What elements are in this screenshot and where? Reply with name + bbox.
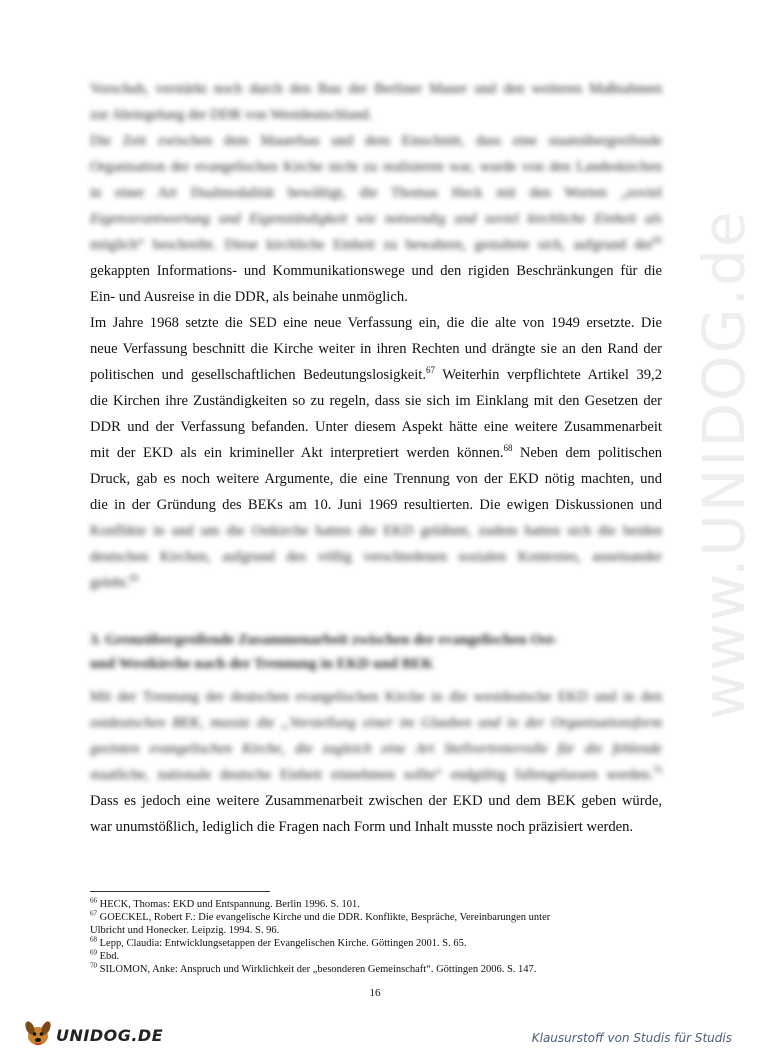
text-line: möglich“ beschreibt. Diese kirchliche Einheit zu bewahren, gestaltete sich, aufgrund der$^{66}$ <box>90 235 662 253</box>
text-line: Mit der Trennung der deutschen evangelischen Kirche in die westdeutsche EKD und in den <box>90 689 662 705</box>
text-line: Eigenverantwortung und Eigenständigkeit wie notwendig und soviel kirchliche Einheit als <box>90 211 662 227</box>
text-line: Im Jahre 1968 setzte die SED eine neue Verfassung ein, die die alte von 1949 ersetzte. Die <box>90 315 662 331</box>
section-heading <box>90 628 662 676</box>
footnotes <box>90 898 670 976</box>
text-line: die in der Gründung des BEKs am 10. Juni 1969 resultierten. Die ewigen Diskussionen und <box>90 497 662 513</box>
paragraph-2 <box>90 128 662 310</box>
paragraph-3 <box>90 310 662 596</box>
text-line: staatliche, nationale deutsche Einheit einnehmen sollte“ endgültig fallengelassen werden.$^{70}$ <box>90 765 662 783</box>
footnote: $^{66}$ HECK, Thomas: EKD und Entspannung. Berlin 1996. S. 101. <box>90 896 360 910</box>
text-line: Die Zeit zwischen dem Mauerbau und dem Einschnitt, dass eine staatsübergreifende <box>90 133 662 149</box>
dog-icon <box>22 1018 54 1048</box>
footnote-divider <box>90 891 270 892</box>
text-line: war unumstößlich, lediglich die Fragen nach Form und Inhalt musste noch präzisiert werden. <box>90 819 634 835</box>
footnote: $^{68}$ Lepp, Claudia: Entwicklungsetappen der Evangelischen Kirche. Göttingen 2001. S. 65. <box>90 935 467 949</box>
logo-text: UNIDOG.DE <box>56 1026 164 1045</box>
text-line: gekappten Informations- und Kommunikationswege und den rigiden Beschränkungen für die <box>90 263 662 279</box>
text-line: Druck, gab es noch weitere Argumente, die eine Trennung von der EKD nötig machten, und <box>90 471 662 487</box>
paragraph-4 <box>90 684 662 840</box>
footnote-ref: 69 <box>129 573 139 584</box>
footnote-ref: 66 <box>653 235 662 246</box>
text-line: geeinten evangelischen Kirche, die zugleich eine Art Stellvertreterrolle für die fehlende <box>90 741 662 757</box>
footnote: $^{69}$ Ebd. <box>90 948 120 962</box>
text-line: politischen und gesellschaftlichen Bedeutungslosigkeit.$^{67}$ Weiterhin verpflichtete Artikel 39,2 <box>90 365 662 383</box>
text-line: ostdeutschen BEK, musste die „Vorstellung einer im Glauben und in der Organisationsform <box>90 715 662 731</box>
text-line: Vorschub, verstärkt noch durch den Bau der Berliner Mauer und den weiteren Maßnahmen <box>90 81 662 97</box>
footnote: $^{67}$ GOECKEL, Robert F.: Die evangelische Kirche und die DDR. Konflikte, Bespräche, Vereinbarungen unter <box>90 909 551 923</box>
heading-line: 3. Grenzübergreifende Zusammenarbeit zwischen der evangelischen Ost- <box>90 632 558 648</box>
text-line: Ein- und Ausreise in die DDR, als beinahe unmöglich. <box>90 289 408 305</box>
text-line: neue Verfassung beschnitt die Kirche weiter in ihren Rechten und drängte sie an den Rand der <box>90 341 662 357</box>
text-line: mit der EKD als ein krimineller Akt interpretiert werden können.$^{68}$ Neben dem politischen <box>90 443 663 461</box>
text-line: Konflikte in und um die Ostkirche hatten die EKD gelähmt, zudem hatten sich die beiden <box>90 523 662 539</box>
text-line: in einer Art Dualmodalität bewältigt, die Thomas Heck mit den Worten „soviel <box>90 185 662 201</box>
tagline: Klausurstoff von Studis für Studis <box>531 1031 732 1045</box>
watermark: www.UNIDOG.de <box>690 209 758 720</box>
text-line: Dass es jedoch eine weitere Zusammenarbeit zwischen der EKD und dem BEK geben würde, <box>90 793 662 809</box>
text-line: gelebt.$^{69}$ <box>90 573 139 591</box>
paragraph-1 <box>90 76 662 128</box>
unidog-logo[interactable] <box>20 1014 170 1050</box>
text-line: die Kirchen ihre Zuständigkeiten so zu regeln, dass sie sich im Einklang mit den Gesetzen der <box>90 393 662 409</box>
text-line: deutschen Kirchen, aufgrund des völlig verschiedenen sozialen Kontextes, auseinander <box>90 549 662 565</box>
page-number: 16 <box>369 987 381 999</box>
footnote-ref: 70 <box>653 765 662 776</box>
footnote: $^{70}$ SILOMON, Anke: Anspruch und Wirklichkeit der „besonderen Gemeinschaft“. Göttingen 2006. S. 147. <box>90 961 537 975</box>
text-line: Organisation der evangelischen Kirche nicht zu realisieren war, wurde von den Landeskirchen <box>90 159 662 175</box>
footnote-ref: 67 <box>426 365 435 376</box>
text-line: zur Abriegelung der DDR von Westdeutschland. <box>90 107 373 123</box>
footnote: Ulbricht und Honecker. Leipzig. 1994. S. 96. <box>90 925 280 936</box>
text-line: DDR und der Verfassung befanden. Unter diesem Aspekt hätte eine weitere Zusammenarbeit <box>90 419 662 435</box>
heading-line: und Westkirche nach der Trennung in EKD und BEK <box>90 656 434 672</box>
footnote-ref: 68 <box>503 443 513 454</box>
